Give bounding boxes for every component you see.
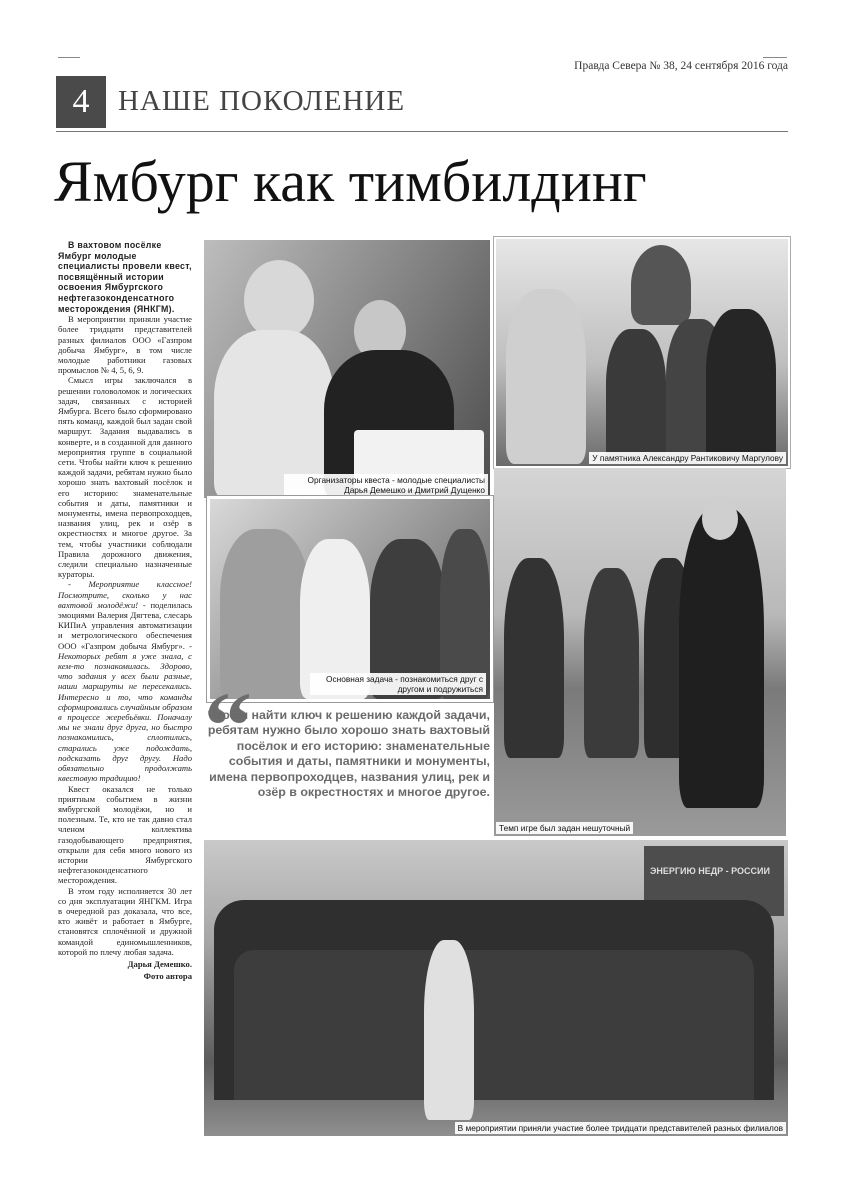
pull-quote	[204, 672, 490, 838]
quote-attribution: поделилась эмоциями Валерия Дягтева, слесарь КИПиА управления автоматизации и метрологического обеспечения ООО «Газпром добыча Ямбург». -	[58, 599, 192, 651]
section-title: НАШЕ ПОКОЛЕНИЕ	[118, 85, 406, 117]
photo-group	[204, 840, 788, 1136]
section-divider	[56, 131, 788, 132]
article-paragraph-4: Квест оказался не только приятным событием в жизни ямбургской молодёжи, но и полезным. Те, кто не так давно стал членом коллектива газодобывающего предприятия, открыли для себя много нового из истории Ямбургского нефтегазоконденсатного месторождения.	[58, 783, 192, 886]
issue-info: Правда Севера № 38, 24 сентября 2016 года	[574, 60, 788, 72]
caption-main-task: Основная задача - познакомиться друг с другом и подружиться	[310, 673, 486, 695]
article-paragraph-2: Смысл игры заключался в решении головоломок и логических задач, связанных с историей Ямбурга. Всего было сформировано пять команд, каждой был задан свой маршрут. Задания выдавались в конверте, и в созданной для данного мероприятия группе в социальной сети. Чтобы найти ключ к решению каждой задачи, ребятам нужно было хорошо знать вахтовый посёлок и его историю: знаменательные события и даты, памятники и монументы, имена первопроходцев, названия улиц, рек и озёр в окрестностях и многое другое. За тем, чтобы участники соблюдали Правила дорожного движения, следили специально назначенные кураторы.	[58, 375, 192, 580]
article-paragraph-3	[58, 579, 192, 783]
article-paragraph-5: В этом году исполняется 30 лет со дня эксплуатации ЯНГКМ. Игра в очередной раз доказала, что все, кто живёт и работает в Ямбурге, становятся сплочённой и дружной командой единомышленников, которой по плечу любая задача.	[58, 885, 192, 957]
article-lead: В вахтовом посёлке Ямбург молодые специалисты провели квест, посвящённый истории освоения Ямбургского нефтегазоконденсатного месторождения (ЯНКГМ).	[58, 240, 192, 314]
article-column	[58, 240, 192, 981]
headline: Ямбург как тимбилдинг	[54, 149, 647, 214]
photo-monument	[494, 237, 790, 468]
caption-group: В мероприятии приняли участие более тридцати представителей разных филиалов	[455, 1122, 786, 1134]
caption-organizers: Организаторы квеста - молодые специалисты Дарья Демешко и Дмитрий Дущенко	[284, 474, 488, 496]
photo-running	[494, 468, 786, 836]
pull-quote-text: Чтобы найти ключ к решению каждой задачи, ребятам нужно было хорошо знать вахтовый посёлок и его историю: знаменательные события и даты, памятники и монументы, имена первопроходцев, названия улиц, рек и озёр в окрестностях и многое другое.	[207, 708, 490, 800]
caption-monument: У памятника Александру Рантиковичу Маргулову	[589, 452, 786, 464]
author-name: Дарья Демешко.	[127, 958, 192, 969]
article-paragraph-1: В мероприятии приняли участие более тридцати представителей разных филиалов ООО «Газпром добыча Ямбург», в том числе молодые работники газовых промыслов № 4, 5, 6, 9.	[58, 314, 192, 376]
quote-italic-2: Некоторых ребят я уже знала, с кем-то познакомилась. Здорово, что задания у всех были разные, наши маршруты не пересекались. Интересно и то, что команды сформировались случайным образом в процессе жеребьёвки. Поначалу мы не знали друг друга, но быстро познакомились, сплотились, старались уже подождать, подсказать друг другу. Надо обязательно продолжать квестовую традицию!	[58, 650, 192, 784]
top-rule-right	[763, 57, 787, 58]
quote-italic-1: - Мероприятие классное! Посмотрите, сколько у нас вахтовой молодёжи! -	[58, 579, 192, 610]
photo-organizers	[204, 240, 490, 498]
section-header	[56, 76, 788, 128]
caption-running: Темп игре был задан нешуточный	[496, 822, 633, 834]
top-rule-left	[58, 57, 80, 58]
photo-credit: Фото автора	[143, 971, 192, 982]
quote-mark-icon: “	[204, 672, 252, 779]
banner-sign: ЭНЕРГИЮ НЕДР - РОССИИ	[644, 846, 784, 916]
page-number: 4	[56, 76, 106, 128]
